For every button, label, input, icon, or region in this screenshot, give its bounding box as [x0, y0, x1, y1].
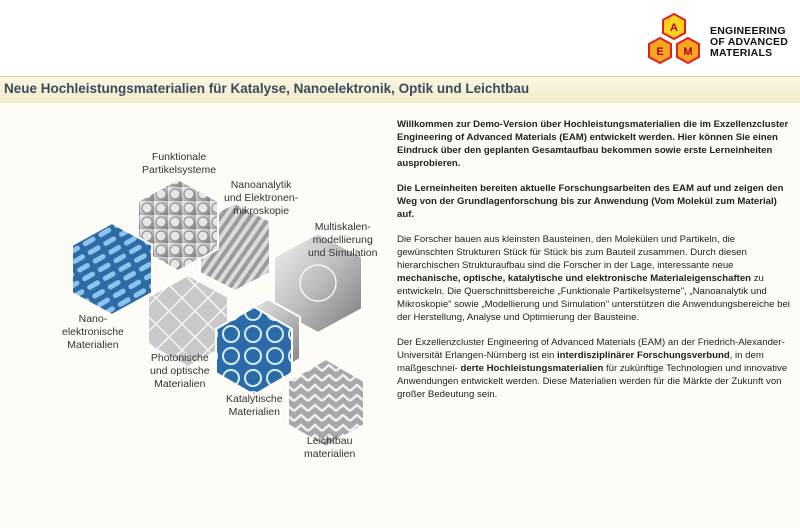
cluster-text-e: für zukünftige Technologien und innovative Anwendungen entwickelt werden. Diese Materialien werden für die Märkte der Zukunft von großer Bedeutung sein. — [397, 363, 788, 400]
logo-line-3: MATERIALS — [710, 47, 773, 59]
forscher-text-bold: mechanische, optische, katalytische und elektronische Materialeigenschaften — [397, 273, 752, 284]
cluster-text-bold-1: interdisziplinärer Forschungsverbund — [556, 350, 730, 361]
label-line: Materialien — [228, 406, 280, 418]
label-multiskalen — [308, 221, 377, 260]
paragraph-lerneinheiten — [397, 182, 792, 221]
eam-logo-hexagons — [638, 12, 710, 68]
label-line: Partikelsysteme — [142, 164, 217, 176]
label-line: und optische — [150, 365, 210, 377]
paragraph-exzellenzcluster — [397, 336, 792, 401]
label-line: Nanoanalytik — [230, 179, 292, 191]
paragraph-forscher — [397, 233, 792, 324]
welcome-text: Willkommen zur Demo-Version über Hochleistungsmaterialien die im Exzellenzcluster Engineering of Advanced Materials (EAM) entwickelt werden. Hier können Sie einen Eindruck über den geplanten Gesamtaufbau bekommen sowie erste Lerneinheiten ausprobieren. — [397, 119, 789, 169]
label-line: materialien — [304, 448, 356, 460]
label-line: und Elektronen- — [224, 192, 299, 204]
label-line: Materialien — [67, 339, 119, 351]
logo-line-2: OF ADVANCED — [710, 36, 789, 48]
label-leichtbau-materialien — [304, 435, 355, 461]
forscher-text-c: zu entwickeln. Die Querschnittsbereiche „Funktionale Partikelsysteme", „Nanoanalytik und Mikroskopie" sowie „Modellierung und Simulation" unterstützen die Anwendungsbereiche bei der Herstellung, Analyse und Optimierung der Bausteine. — [397, 273, 790, 323]
label-line: Funktionale — [151, 151, 207, 163]
label-photonische-materialien — [150, 352, 210, 391]
logo-wordmark — [710, 26, 788, 59]
paragraph-welcome — [397, 118, 792, 170]
logo-line-1: ENGINEERING — [710, 25, 786, 37]
label-nanoanalytik — [224, 179, 298, 218]
label-funktionale-partikelsysteme — [142, 151, 216, 177]
label-line: Multiskalen- — [314, 221, 371, 233]
eam-logo[interactable] — [638, 12, 798, 68]
page-title: Neue Hochleistungsmaterialien für Katalyse, Nanoelektronik, Optik und Leichtbau — [4, 81, 530, 96]
label-line: und Simulation — [308, 247, 378, 259]
logo-letter-m: M — [683, 46, 693, 58]
label-line: Leichtbau — [306, 435, 353, 447]
cluster-text-c: , in dem maßgeschnei- — [397, 350, 764, 374]
label-line: Katalytische — [226, 393, 283, 405]
cluster-text-bold-2: derte Hochleistungsmaterialien — [460, 363, 604, 374]
label-line: elektronische — [62, 326, 124, 338]
logo-letter-a: A — [670, 22, 678, 34]
label-line: Nano- — [78, 313, 108, 325]
cluster-text-a: Der Exzellenzcluster Engineering of Advanced Materials (EAM) an der Friedrich-Alexander-Universität Erlangen-Nürnberg ist ein — [397, 337, 785, 361]
intro-text — [397, 118, 792, 413]
hex-leichtbau-materialien[interactable] — [288, 359, 364, 447]
label-line: mikroskopie — [233, 205, 290, 217]
label-katalytische-materialien — [226, 393, 283, 419]
label-line: Materialien — [154, 378, 206, 390]
forscher-text-a: Die Forscher bauen aus kleinsten Bausteinen, den Molekülen und Partikeln, die gewünschten Strukturen Stück für Stück bis zum Bauteil zusammen. Durch diesen hierarchischen Strukturaufbau sind die Forscher in der Lage, interessante neue — [397, 234, 747, 271]
research-areas-diagram — [0, 103, 395, 526]
logo-letter-e: E — [656, 46, 664, 58]
label-line: modellierung — [312, 234, 373, 246]
title-bar — [0, 76, 800, 104]
label-line: Photonische — [150, 352, 209, 364]
lerneinheiten-text: Die Lerneinheiten bereiten aktuelle Forschungsarbeiten des EAM auf und zeigen den Weg von der Grundlagenforschung bis zur Anwendung (Vom Molekül zum Material) auf. — [397, 183, 784, 220]
label-nanoelektronische-materialien — [62, 313, 124, 352]
